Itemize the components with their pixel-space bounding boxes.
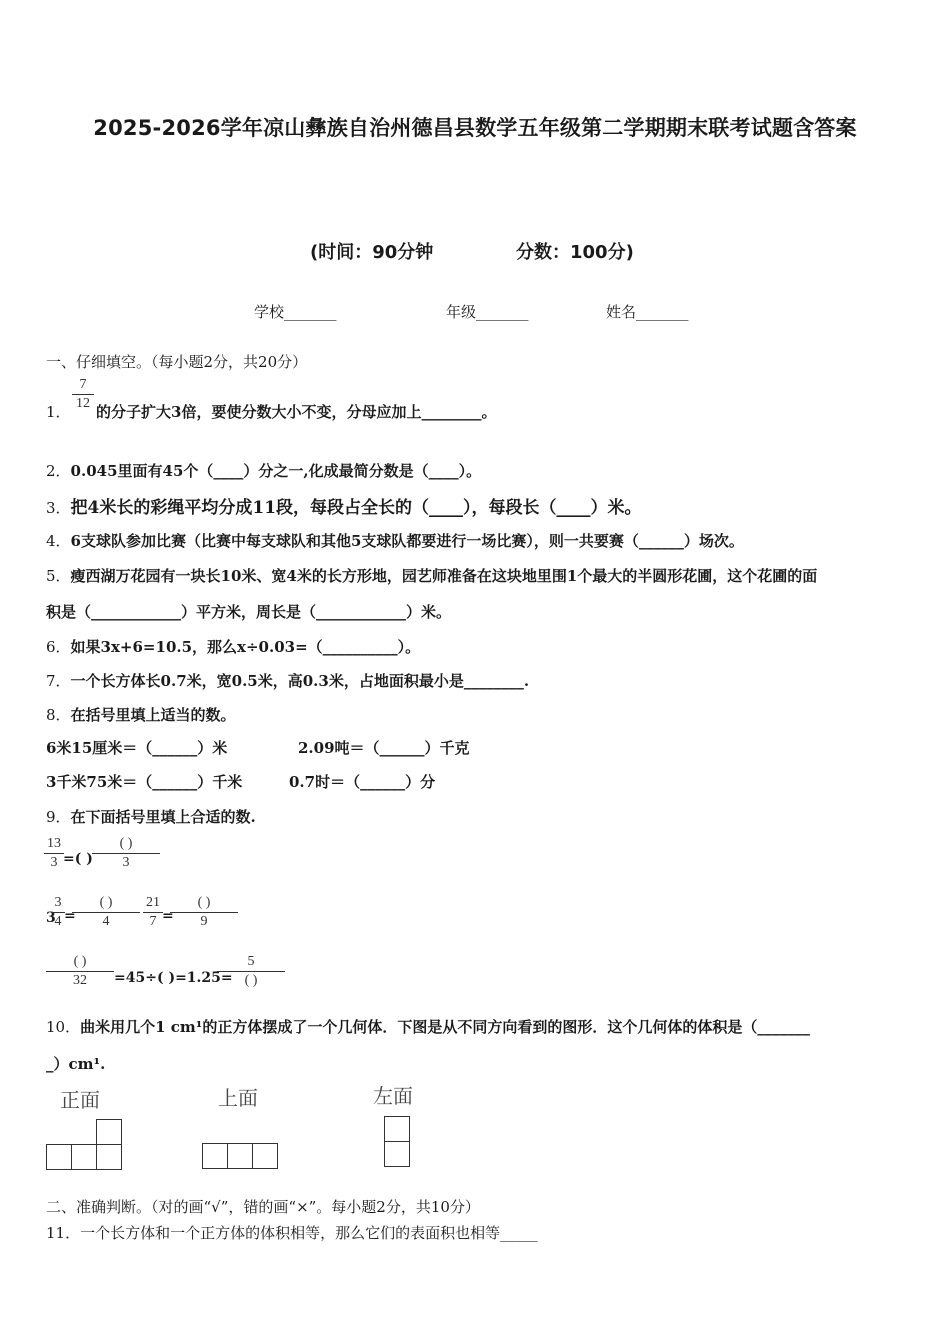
question-number: 4． — [46, 532, 71, 550]
q9-r1-equals: =( ) — [63, 851, 93, 867]
question-number: 6． — [46, 638, 71, 656]
fraction-numerator: 5 — [247, 954, 255, 969]
fraction-denominator: 4 — [54, 914, 62, 929]
fraction-numerator: 3 — [54, 895, 62, 910]
question-number: 1． — [46, 403, 71, 421]
exam-time: (时间：90分钟 — [310, 242, 434, 263]
fraction-denominator: 3 — [50, 855, 58, 870]
q9-r2-fraction-3 — [143, 894, 163, 931]
question-4 — [46, 530, 744, 551]
fraction-numerator: ( ) — [73, 954, 87, 969]
cube-cell — [227, 1143, 253, 1169]
question-9 — [46, 806, 256, 827]
question-2 — [46, 460, 481, 481]
cube-cell — [96, 1119, 122, 1145]
fraction-denominator: ( ) — [244, 973, 258, 988]
q9-r1-fraction-2 — [92, 835, 160, 872]
cube-cell — [96, 1144, 122, 1170]
q9-r2-whole: 3 — [46, 910, 56, 926]
fraction-denominator: 32 — [73, 973, 87, 988]
q5-text-line2: 积是（____________）平方米，周长是（____________）米。 — [46, 603, 452, 621]
question-1 — [46, 401, 71, 422]
q9-r1-fraction-1 — [44, 835, 64, 872]
q3-text: 把4米长的彩绳平均分成11段，每段占全长的（____），每段长（____）米。 — [70, 498, 642, 518]
question-11 — [46, 1222, 538, 1243]
question-3 — [46, 493, 642, 518]
question-number: 10． — [46, 1018, 81, 1036]
q8-item-d: 0.7时＝（______）分 — [289, 773, 436, 791]
cube-cell — [46, 1144, 72, 1170]
fraction-numerator: 21 — [146, 895, 160, 910]
fraction-numerator: ( ) — [197, 895, 211, 910]
q7-text: 一个长方体长0.7米，宽0.5米，高0.3米，占地面积最小是________. — [70, 672, 530, 690]
q8-item-c: 3千米75米＝（______）千米 — [46, 773, 243, 791]
question-number: 8． — [46, 706, 71, 724]
question-7 — [46, 670, 529, 691]
q9-r2-fraction-2 — [72, 894, 140, 931]
q9-r3-fraction-2 — [217, 953, 285, 990]
question-6 — [46, 636, 420, 657]
fraction-numerator: ( ) — [119, 836, 133, 851]
cube-cell — [71, 1144, 97, 1170]
question-number: 9． — [46, 808, 71, 826]
page-title: 2025-2026学年凉山彝族自治州德昌县数学五年级第二学期期末联考试题含答案 — [93, 116, 857, 140]
q1-text: 的分子扩大3倍，要使分数大小不变，分母应加上________。 — [96, 403, 497, 421]
q8-item-a: 6米15厘米＝（______）米 — [46, 739, 228, 757]
q9-r3-fraction-1 — [46, 953, 114, 990]
grade-field: 年级_______ — [446, 303, 529, 321]
q8-item-b: 2.09吨＝（______）千克 — [298, 739, 470, 757]
section-2-heading: 二、准确判断。（对的画“√”，错的画“×”。每小题2分，共10分） — [46, 1198, 480, 1216]
fraction-denominator: 3 — [122, 855, 130, 870]
q9-text: 在下面括号里填上合适的数. — [70, 808, 256, 826]
q2-text: 0.045里面有45个（____）分之一,化成最简分数是（____）。 — [70, 462, 482, 480]
fraction-denominator: 12 — [76, 396, 90, 411]
q5-text-line1: 瘦西湖万花园有一块长10米、宽4米的长方形地，园艺师准备在这块地里围1个最大的半圆形花圃，这个花圃的面 — [70, 567, 818, 585]
question-10 — [46, 1016, 810, 1037]
cube-cell — [202, 1143, 228, 1169]
school-field: 学校_______ — [254, 303, 337, 321]
fraction-numerator: 7 — [79, 377, 87, 392]
fraction-denominator: 4 — [102, 914, 110, 929]
question-number: 3． — [46, 499, 71, 517]
fraction-numerator: 13 — [47, 836, 61, 851]
exam-score: 分数：100分) — [516, 242, 634, 263]
q9-r2-fraction-4 — [170, 894, 238, 931]
question-number: 7． — [46, 672, 71, 690]
cube-cell — [252, 1143, 278, 1169]
view-label-top: 上面 — [218, 1086, 258, 1110]
cube-cell — [384, 1141, 410, 1167]
q11-text: 一个长方体和一个正方体的体积相等，那么它们的表面积也相等_____ — [80, 1224, 538, 1242]
question-number: 2． — [46, 462, 71, 480]
q9-r3-middle: =45÷( )=1.25= — [114, 970, 233, 986]
q10-text-line2: _）cm¹. — [46, 1055, 106, 1073]
question-5 — [46, 565, 817, 586]
q1-fraction — [72, 376, 94, 413]
question-number: 11． — [46, 1224, 81, 1242]
section-1-heading: 一、仔细填空。（每小题2分，共20分） — [46, 353, 308, 371]
q10-text-line1: 曲米用几个1 cm¹的正方体摆成了一个几何体．下图是从不同方向看到的图形．这个几何体的体积是（_______ — [80, 1018, 810, 1036]
view-label-front: 正面 — [60, 1088, 100, 1112]
question-number: 5． — [46, 567, 71, 585]
q4-text: 6支球队参加比赛（比赛中每支球队和其他5支球队都要进行一场比赛），则一共要赛（______）场次。 — [70, 532, 744, 550]
q9-r2-fraction-1 — [51, 894, 65, 931]
question-8 — [46, 704, 236, 725]
cube-cell — [384, 1116, 410, 1142]
q9-r2-equals-2: = — [162, 908, 174, 924]
fraction-numerator: ( ) — [99, 895, 113, 910]
view-label-left: 左面 — [373, 1084, 413, 1108]
fraction-denominator: 9 — [200, 914, 208, 929]
name-field: 姓名_______ — [606, 303, 689, 321]
q8-text: 在括号里填上适当的数。 — [70, 706, 236, 724]
q9-r2-equals-1: = — [64, 908, 76, 924]
q6-text: 如果3x+6=10.5，那么x÷0.03=（__________）。 — [70, 638, 421, 656]
fraction-denominator: 7 — [149, 914, 157, 929]
